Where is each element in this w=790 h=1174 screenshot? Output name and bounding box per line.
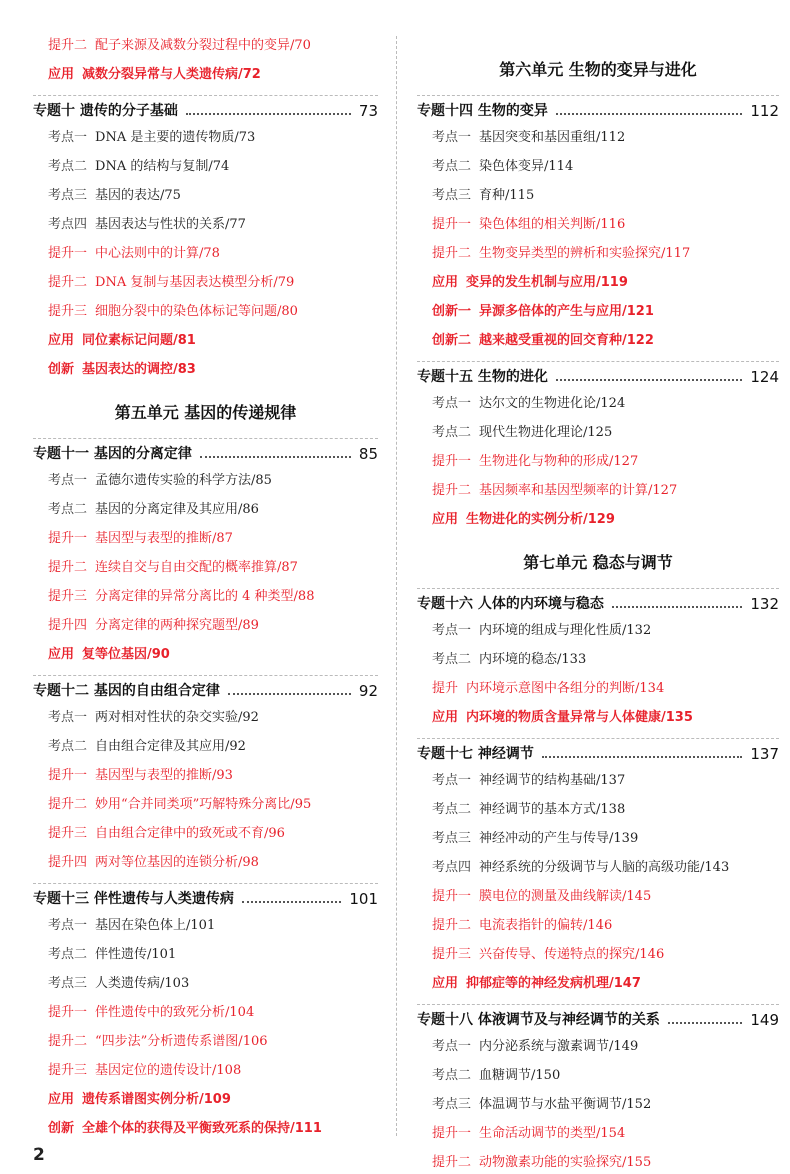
application-entry bbox=[432, 272, 628, 294]
improvement-entry bbox=[48, 765, 233, 787]
entry-tag: 提升二 bbox=[432, 246, 472, 261]
entry-tag: 考点三 bbox=[432, 831, 472, 846]
entry-tag: 考点一 bbox=[432, 623, 472, 638]
entry-text: 内环境的组成与理化性质/132 bbox=[479, 623, 652, 638]
entry-text: 神经系统的分级调节与人脑的高级功能/143 bbox=[479, 860, 730, 875]
entry-text: 分离定律的两种探究题型/89 bbox=[95, 618, 259, 633]
exam-point-entry bbox=[432, 828, 638, 850]
entry-tag: 提升四 bbox=[48, 618, 88, 633]
topic-heading bbox=[33, 442, 378, 466]
entry-tag: 考点四 bbox=[48, 217, 88, 232]
topic-title: 专题十一 基因的分离定律 bbox=[33, 446, 192, 462]
improvement-entry bbox=[432, 451, 638, 473]
entry-text: 神经调节的结构基础/137 bbox=[479, 773, 626, 788]
entry-tag: 应用 bbox=[432, 976, 459, 991]
topic-rule bbox=[417, 95, 779, 96]
entry-tag: 提升三 bbox=[48, 589, 88, 604]
entry-text: 减数分裂异常与人类遗传病/72 bbox=[82, 67, 261, 82]
entry-text: 分离定律的异常分离比的 4 种类型/88 bbox=[95, 589, 315, 604]
exam-point-entry bbox=[432, 620, 651, 642]
entry-tag: 应用 bbox=[48, 647, 75, 662]
entry-tag: 应用 bbox=[48, 1092, 75, 1107]
improvement-entry bbox=[432, 214, 625, 236]
entry-tag: 提升一 bbox=[432, 217, 472, 232]
entry-tag: 应用 bbox=[48, 333, 75, 348]
entry-text: 两对等位基因的连锁分析/98 bbox=[95, 855, 259, 870]
exam-point-entry bbox=[432, 127, 625, 149]
exam-point-entry bbox=[432, 156, 573, 178]
topic-heading bbox=[417, 592, 779, 616]
application-entry bbox=[432, 707, 693, 729]
entry-text: 生物进化的实例分析/129 bbox=[466, 512, 615, 527]
entry-tag: 提升二 bbox=[48, 797, 88, 812]
entry-tag: 提升一 bbox=[432, 889, 472, 904]
entry-tag: 考点二 bbox=[48, 947, 88, 962]
improvement-entry bbox=[48, 852, 259, 874]
topic-page: 137 bbox=[750, 745, 779, 763]
application-entry bbox=[48, 330, 196, 352]
entry-tag: 创新二 bbox=[432, 333, 472, 348]
improvement-entry bbox=[48, 794, 311, 816]
entry-text: 抑郁症等的神经发病机理/147 bbox=[466, 976, 641, 991]
improvement-entry bbox=[48, 586, 314, 608]
entry-text: DNA 是主要的遗传物质/73 bbox=[95, 130, 256, 145]
exam-point-entry bbox=[48, 499, 259, 521]
entry-tag: 提升二 bbox=[432, 483, 472, 498]
entry-tag: 提升一 bbox=[432, 1126, 472, 1141]
topic-title: 专题十六 人体的内环境与稳态 bbox=[417, 596, 604, 612]
entry-tag: 提升一 bbox=[48, 246, 88, 261]
entry-tag: 考点二 bbox=[48, 502, 88, 517]
entry-text: 自由组合定律及其应用/92 bbox=[95, 739, 246, 754]
entry-text: 连续自交与自由交配的概率推算/87 bbox=[95, 560, 298, 575]
entry-text: 同位素标记问题/81 bbox=[82, 333, 196, 348]
entry-text: 染色体变异/114 bbox=[479, 159, 574, 174]
entry-tag: 提升二 bbox=[48, 1034, 88, 1049]
entry-text: 伴性遗传/101 bbox=[95, 947, 177, 962]
entry-tag: 创新一 bbox=[432, 304, 472, 319]
topic-heading bbox=[417, 365, 779, 389]
leader-dots bbox=[542, 756, 742, 758]
improvement-entry bbox=[48, 301, 298, 323]
entry-text: 膜电位的测量及曲线解读/145 bbox=[479, 889, 652, 904]
exam-point-entry bbox=[48, 915, 215, 937]
application-entry bbox=[432, 509, 615, 531]
entry-text: 基因型与表型的推断/87 bbox=[95, 531, 233, 546]
entry-text: 复等位基因/90 bbox=[82, 647, 170, 662]
topic-page: 149 bbox=[750, 1011, 779, 1029]
entry-text: 伴性遗传中的致死分析/104 bbox=[95, 1005, 255, 1020]
leader-dots bbox=[612, 606, 742, 608]
improvement-entry bbox=[48, 1002, 254, 1024]
entry-text: 内环境示意图中各组分的判断/134 bbox=[466, 681, 665, 696]
exam-point-entry bbox=[432, 1036, 638, 1058]
topic-rule bbox=[417, 1004, 779, 1005]
entry-tag: 创新 bbox=[48, 362, 75, 377]
unit-heading: 第六单元 生物的变异与进化 bbox=[499, 60, 697, 79]
entry-text: 人类遗传病/103 bbox=[95, 976, 190, 991]
improvement-entry bbox=[48, 1031, 268, 1053]
entry-tag: 考点二 bbox=[48, 739, 88, 754]
entry-tag: 考点二 bbox=[432, 802, 472, 817]
entry-tag: 应用 bbox=[432, 512, 459, 527]
entry-tag: 考点一 bbox=[48, 710, 88, 725]
entry-tag: 提升三 bbox=[432, 947, 472, 962]
improvement-entry bbox=[432, 886, 651, 908]
improvement-entry bbox=[48, 557, 298, 579]
topic-heading bbox=[33, 887, 378, 911]
entry-text: 基因频率和基因型频率的计算/127 bbox=[479, 483, 678, 498]
entry-text: DNA 复制与基因表达模型分析/79 bbox=[95, 275, 295, 290]
exam-point-entry bbox=[48, 707, 259, 729]
topic-rule bbox=[417, 361, 779, 362]
topic-rule bbox=[417, 588, 779, 589]
application-entry bbox=[48, 64, 261, 86]
entry-text: 电流表指针的偏转/146 bbox=[479, 918, 613, 933]
entry-text: 孟德尔遗传实验的科学方法/85 bbox=[95, 473, 272, 488]
exam-point-entry bbox=[48, 156, 229, 178]
improvement-entry bbox=[48, 243, 220, 265]
improvement-entry bbox=[48, 528, 233, 550]
entry-text: 异源多倍体的产生与应用/121 bbox=[479, 304, 654, 319]
entry-text: 变异的发生机制与应用/119 bbox=[466, 275, 628, 290]
entry-tag: 考点一 bbox=[432, 1039, 472, 1054]
entry-text: 配子来源及减数分裂过程中的变异/70 bbox=[95, 38, 311, 53]
exam-point-entry bbox=[48, 470, 272, 492]
entry-tag: 考点二 bbox=[48, 159, 88, 174]
topic-title: 专题十七 神经调节 bbox=[417, 746, 534, 762]
unit-heading: 第七单元 稳态与调节 bbox=[523, 553, 673, 572]
entry-tag: 考点一 bbox=[48, 918, 88, 933]
leader-dots bbox=[228, 693, 351, 695]
entry-text: DNA 的结构与复制/74 bbox=[95, 159, 230, 174]
entry-tag: 考点三 bbox=[432, 188, 472, 203]
entry-text: 内分泌系统与激素调节/149 bbox=[479, 1039, 639, 1054]
entry-text: 越来越受重视的回交育种/122 bbox=[479, 333, 654, 348]
topic-rule bbox=[33, 95, 378, 96]
exam-point-entry bbox=[48, 185, 181, 207]
topic-heading bbox=[33, 679, 378, 703]
topic-rule bbox=[417, 738, 779, 739]
entry-tag: 应用 bbox=[432, 710, 459, 725]
entry-tag: 考点四 bbox=[432, 860, 472, 875]
topic-page: 101 bbox=[349, 890, 378, 908]
page-number: 2 bbox=[33, 1145, 45, 1165]
entry-tag: 提升二 bbox=[48, 275, 88, 290]
entry-text: 生命活动调节的类型/154 bbox=[479, 1126, 626, 1141]
exam-point-entry bbox=[432, 857, 729, 879]
exam-point-entry bbox=[48, 973, 189, 995]
improvement-entry bbox=[432, 678, 664, 700]
topic-page: 124 bbox=[750, 368, 779, 386]
entry-text: 自由组合定律中的致死或不育/96 bbox=[95, 826, 285, 841]
entry-text: 神经调节的基本方式/138 bbox=[479, 802, 626, 817]
entry-text: 基因的表达/75 bbox=[95, 188, 181, 203]
entry-text: 中心法则中的计算/78 bbox=[95, 246, 220, 261]
topic-rule bbox=[33, 438, 378, 439]
entry-tag: 考点三 bbox=[48, 976, 88, 991]
application-entry bbox=[48, 1118, 322, 1140]
topic-page: 132 bbox=[750, 595, 779, 613]
application-entry bbox=[432, 301, 654, 323]
topic-heading bbox=[417, 742, 779, 766]
exam-point-entry bbox=[432, 799, 625, 821]
entry-text: 生物进化与物种的形成/127 bbox=[479, 454, 639, 469]
topic-heading bbox=[417, 1008, 779, 1032]
improvement-entry bbox=[48, 272, 294, 294]
entry-tag: 提升三 bbox=[48, 304, 88, 319]
entry-tag: 应用 bbox=[48, 67, 75, 82]
entry-text: 染色体组的相关判断/116 bbox=[479, 217, 626, 232]
exam-point-entry bbox=[432, 770, 625, 792]
improvement-entry bbox=[48, 823, 285, 845]
improvement-entry bbox=[48, 615, 259, 637]
topic-title: 专题十二 基因的自由组合定律 bbox=[33, 683, 220, 699]
entry-tag: 考点一 bbox=[48, 473, 88, 488]
entry-text: 兴奋传导、传递特点的探究/146 bbox=[479, 947, 665, 962]
entry-tag: 创新 bbox=[48, 1121, 75, 1136]
topic-page: 112 bbox=[750, 102, 779, 120]
entry-tag: 考点二 bbox=[432, 159, 472, 174]
entry-text: 神经冲动的产生与传导/139 bbox=[479, 831, 639, 846]
exam-point-entry bbox=[432, 649, 586, 671]
entry-text: 育种/115 bbox=[479, 188, 535, 203]
entry-text: 基因表达与性状的关系/77 bbox=[95, 217, 246, 232]
exam-point-entry bbox=[48, 214, 246, 236]
exam-point-entry bbox=[48, 944, 176, 966]
application-entry bbox=[48, 1089, 231, 1111]
improvement-entry bbox=[432, 480, 677, 502]
entry-tag: 提升一 bbox=[48, 531, 88, 546]
topic-title: 专题十四 生物的变异 bbox=[417, 103, 548, 119]
topic-heading bbox=[417, 99, 779, 123]
entry-tag: 考点三 bbox=[432, 1097, 472, 1112]
entry-text: 基因型与表型的推断/93 bbox=[95, 768, 233, 783]
entry-text: 全雄个体的获得及平衡致死系的保持/111 bbox=[82, 1121, 322, 1136]
entry-tag: 提升一 bbox=[48, 768, 88, 783]
entry-tag: 考点一 bbox=[432, 396, 472, 411]
improvement-entry bbox=[432, 944, 664, 966]
entry-tag: 提升一 bbox=[48, 1005, 88, 1020]
entry-tag: 提升二 bbox=[432, 918, 472, 933]
improvement-entry bbox=[432, 1123, 625, 1145]
entry-text: 基因在染色体上/101 bbox=[95, 918, 216, 933]
entry-tag: 考点一 bbox=[48, 130, 88, 145]
exam-point-entry bbox=[48, 736, 246, 758]
entry-text: 达尔文的生物进化论/124 bbox=[479, 396, 626, 411]
entry-tag: 考点二 bbox=[432, 652, 472, 667]
entry-text: “四步法”分析遗传系谱图/106 bbox=[95, 1034, 268, 1049]
entry-text: 内环境的物质含量异常与人体健康/135 bbox=[466, 710, 693, 725]
entry-tag: 提升二 bbox=[432, 1155, 472, 1170]
application-entry bbox=[48, 644, 170, 666]
leader-dots bbox=[186, 113, 351, 115]
improvement-entry bbox=[432, 1152, 651, 1174]
exam-point-entry bbox=[432, 1094, 651, 1116]
application-entry bbox=[48, 359, 196, 381]
topic-page: 85 bbox=[358, 445, 378, 463]
entry-text: 生物变异类型的辨析和实验探究/117 bbox=[479, 246, 691, 261]
entry-tag: 考点三 bbox=[48, 188, 88, 203]
topic-page: 73 bbox=[358, 102, 378, 120]
entry-tag: 提升一 bbox=[432, 454, 472, 469]
entry-text: 血糖调节/150 bbox=[479, 1068, 561, 1083]
unit-heading: 第五单元 基因的传递规律 bbox=[114, 403, 297, 422]
topic-title: 专题十五 生物的进化 bbox=[417, 369, 548, 385]
topic-page: 92 bbox=[358, 682, 378, 700]
leader-dots bbox=[200, 456, 351, 458]
column-divider bbox=[396, 36, 397, 1136]
entry-tag: 提升二 bbox=[48, 560, 88, 575]
entry-text: 基因表达的调控/83 bbox=[82, 362, 196, 377]
topic-title: 专题十 遗传的分子基础 bbox=[33, 103, 178, 119]
leader-dots bbox=[668, 1022, 742, 1024]
improvement-entry bbox=[432, 915, 612, 937]
exam-point-entry bbox=[432, 393, 625, 415]
leader-dots bbox=[556, 113, 742, 115]
topic-title: 专题十八 体液调节及与神经调节的关系 bbox=[417, 1012, 660, 1028]
exam-point-entry bbox=[48, 127, 255, 149]
improvement-entry bbox=[48, 1060, 241, 1082]
topic-rule bbox=[33, 883, 378, 884]
topic-title: 专题十三 伴性遗传与人类遗传病 bbox=[33, 891, 234, 907]
entry-text: 两对相对性状的杂交实验/92 bbox=[95, 710, 259, 725]
entry-tag: 考点一 bbox=[432, 773, 472, 788]
application-entry bbox=[432, 973, 641, 995]
improvement-entry bbox=[48, 35, 311, 57]
entry-tag: 提升二 bbox=[48, 38, 88, 53]
entry-tag: 应用 bbox=[432, 275, 459, 290]
exam-point-entry bbox=[432, 422, 612, 444]
entry-tag: 提升三 bbox=[48, 1063, 88, 1078]
entry-tag: 提升三 bbox=[48, 826, 88, 841]
entry-tag: 考点二 bbox=[432, 1068, 472, 1083]
topic-heading bbox=[33, 99, 378, 123]
entry-text: 现代生物进化理论/125 bbox=[479, 425, 613, 440]
entry-text: 基因定位的遗传设计/108 bbox=[95, 1063, 242, 1078]
entry-text: 动物激素功能的实验探究/155 bbox=[479, 1155, 652, 1170]
exam-point-entry bbox=[432, 185, 534, 207]
entry-tag: 提升四 bbox=[48, 855, 88, 870]
entry-text: 内环境的稳态/133 bbox=[479, 652, 587, 667]
entry-text: 体温调节与水盐平衡调节/152 bbox=[479, 1097, 652, 1112]
exam-point-entry bbox=[432, 1065, 560, 1087]
leader-dots bbox=[556, 379, 742, 381]
topic-rule bbox=[33, 675, 378, 676]
leader-dots bbox=[242, 901, 341, 903]
entry-text: 细胞分裂中的染色体标记等问题/80 bbox=[95, 304, 298, 319]
improvement-entry bbox=[432, 243, 690, 265]
application-entry bbox=[432, 330, 654, 352]
entry-text: 遗传系谱图实例分析/109 bbox=[82, 1092, 231, 1107]
entry-tag: 考点一 bbox=[432, 130, 472, 145]
entry-text: 基因突变和基因重组/112 bbox=[479, 130, 626, 145]
entry-tag: 提升 bbox=[432, 681, 459, 696]
entry-tag: 考点二 bbox=[432, 425, 472, 440]
entry-text: 基因的分离定律及其应用/86 bbox=[95, 502, 259, 517]
entry-text: 妙用“合并同类项”巧解特殊分离比/95 bbox=[95, 797, 312, 812]
